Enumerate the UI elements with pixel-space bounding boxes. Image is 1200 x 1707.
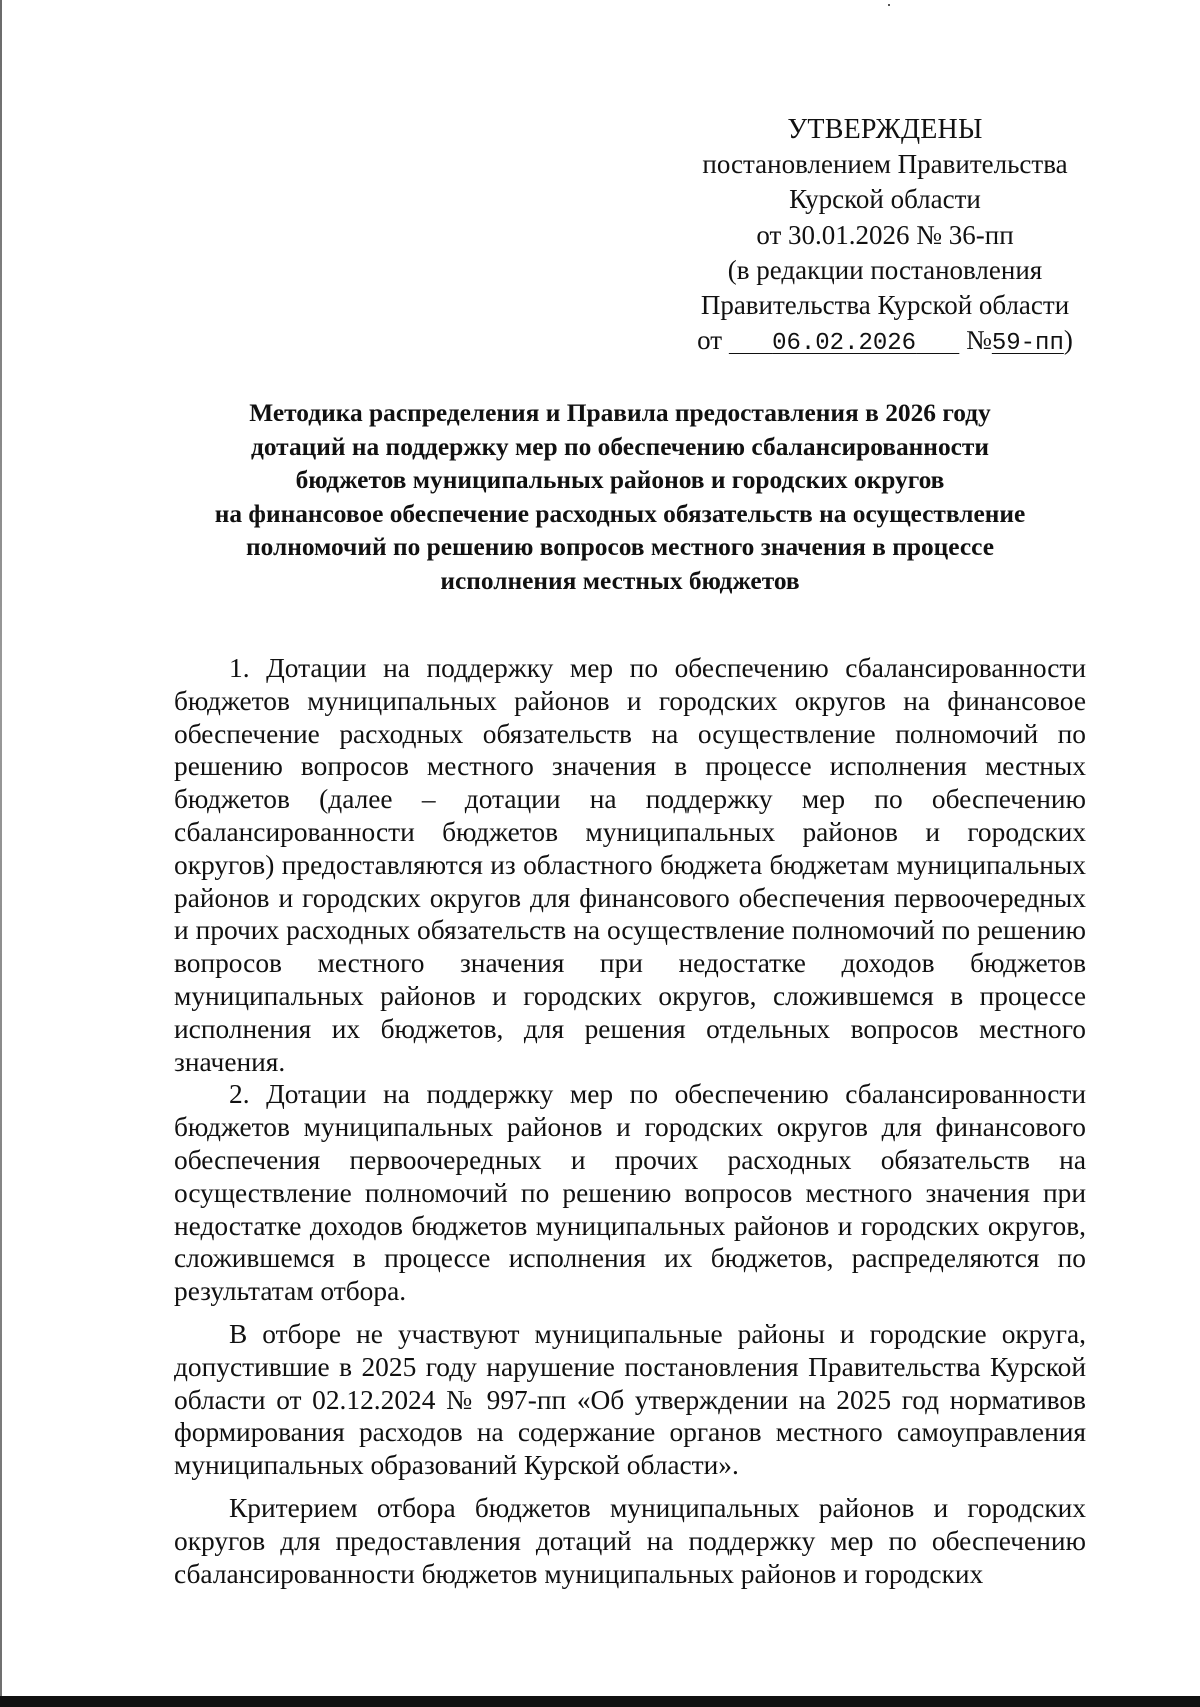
scan-left-edge xyxy=(0,0,2,1707)
approval-line: постановлением Правительства xyxy=(702,149,1068,180)
approval-line: Курской области xyxy=(789,184,981,215)
closing-paren: ) xyxy=(1063,325,1073,356)
approval-line: от 30.01.2026 № 36-пп xyxy=(756,219,1014,250)
title-line: Методика распределения и Правила предоставления в 2026 году xyxy=(249,399,991,427)
paragraph-2: 2. Дотации на поддержку мер по обеспечению сбалансированности бюджетов муниципальных районов и городских округов для финансового обеспечения первоочередных и прочих расходных обязательств на осуществление полномочий по решению вопросов местного значения при недостатке доходов бюджетов муниципальных районов и городских округов, сложившемся в процессе исполнения их бюджетов, распределяются по результатам отбора. xyxy=(174,1079,1086,1307)
paragraph-selection-criterion: Критерием отбора бюджетов муниципальных районов и городских округов для предоставления дотаций на поддержку мер по обеспечению сбалансированности бюджетов муниципальных районов и городских xyxy=(174,1492,1086,1589)
paragraph-selection-exclusion: В отборе не участвуют муниципальные районы и городские округа, допустившие в 2025 году нарушение постановления Правительства Курской области от 02.12.2024 № 997-пп «Об утверждении на 2025 год нормативов формирования расходов на содержание органов местного самоуправления муниципальных образований Курской области». xyxy=(174,1318,1086,1481)
amendment-date-line xyxy=(680,323,1090,361)
document-body xyxy=(174,652,1086,1590)
document-title xyxy=(120,397,1120,599)
number-prefix: № xyxy=(966,325,992,356)
paragraph-1: 1. Дотации на поддержку мер по обеспечению сбалансированности бюджетов муниципальных районов и городских округов на финансовое обеспечение расходных обязательств на осуществление полномочий по решению вопросов местного значения в процессе исполнения местных бюджетов (далее – дотации на поддержку мер по обеспечению сбалансированности бюджетов муниципальных районов и городских округов) предоставляются из областного бюджета бюджетам муниципальных районов и городских округов для финансового обеспечения первоочередных и прочих расходных обязательств на осуществление полномочий по решению вопросов местного значения при недостатке доходов бюджетов муниципальных районов и городских округов, сложившемся в процессе исполнения их бюджетов, для решения отдельных вопросов местного значения. xyxy=(174,653,1086,1077)
amendment-date: 06.02.2026 xyxy=(772,330,917,358)
approval-line: Правительства Курской области xyxy=(700,290,1070,321)
title-line: на финансовое обеспечение расходных обязательств на осуществление xyxy=(214,499,1026,528)
title-line: исполнения местных бюджетов xyxy=(440,566,800,595)
approval-heading: УТВЕРЖДЕНЫ xyxy=(787,114,983,145)
scan-speck xyxy=(888,4,890,6)
title-line: полномочий по решению вопросов местного значения в процессе xyxy=(245,533,994,562)
amendment-number: 59-пп xyxy=(991,330,1064,358)
date-prefix: от xyxy=(697,325,723,356)
title-line: бюджетов муниципальных районов и городских округов xyxy=(295,466,945,495)
title-line: дотаций на поддержку мер по обеспечению сбалансированности xyxy=(250,432,990,461)
approval-stamp-block xyxy=(680,112,1090,361)
scan-bottom-edge xyxy=(0,1696,1200,1707)
approval-line: (в редакции постановления xyxy=(727,254,1043,285)
